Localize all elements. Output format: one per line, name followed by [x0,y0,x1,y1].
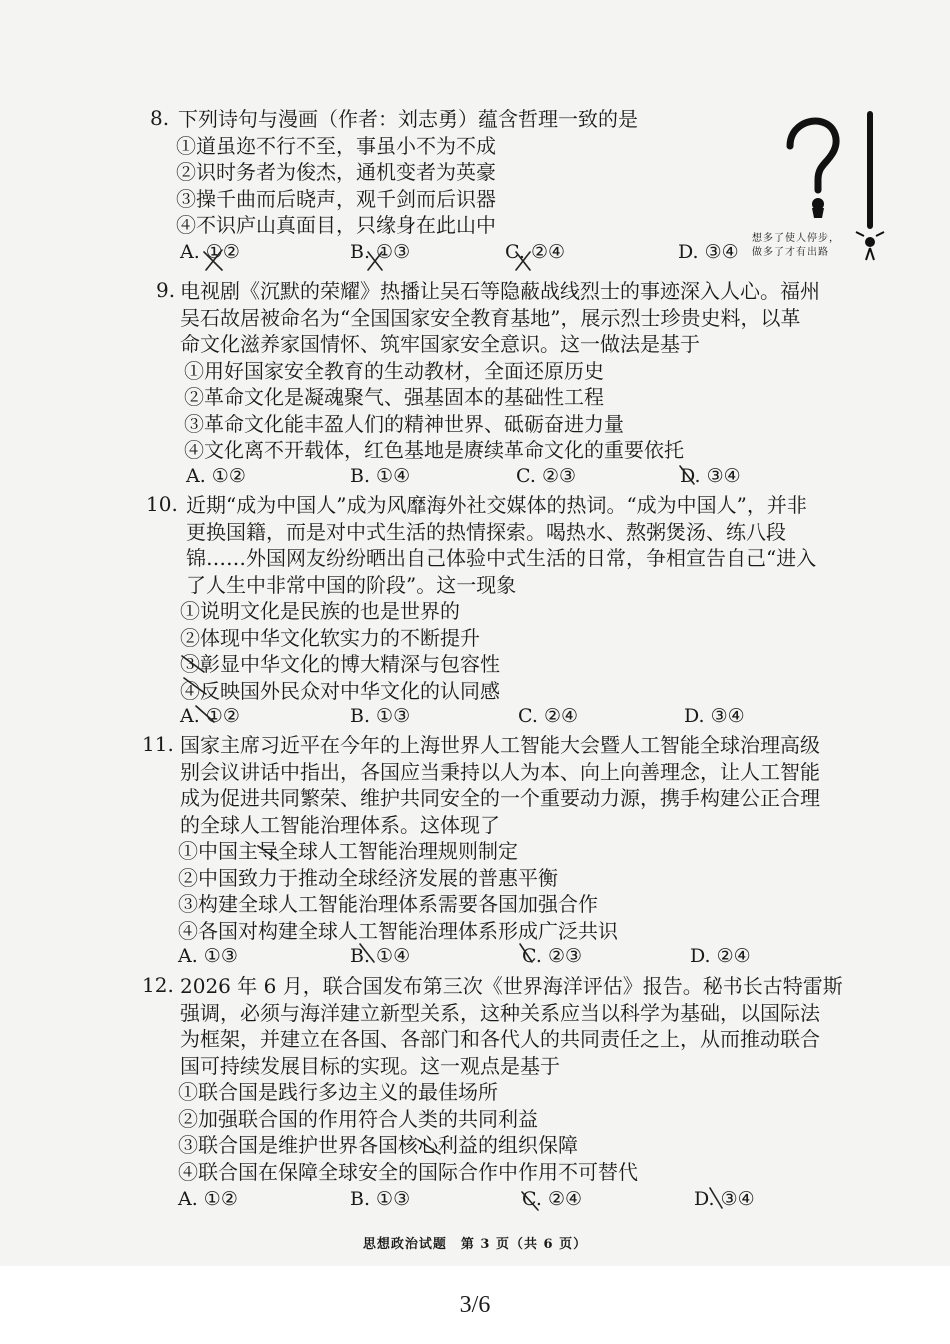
question-stem-line: 下列诗句与漫画（作者：刘志勇）蕴含哲理一致的是 [178,107,638,131]
question-stem-line: 锦……外国网友纷纷晒出自己体验中式生活的日常，争相宣告自己“进入 [186,546,817,570]
question-stem-line: 国可持续发展目标的实现。这一观点是基于 [180,1053,560,1078]
question-stem-line: 电视剧《沉默的荣耀》热播让吴石等隐蔽战线烈士的事迹深入人心。福州 [180,279,820,303]
statement-1: ①联合国是践行多边主义的最佳场所 [178,1080,498,1104]
question-mark-icon [790,121,836,190]
choice-a[interactable]: A. ①② [180,705,240,727]
choice-a[interactable]: A. ①② [186,464,246,487]
choice-b[interactable]: B. ①④ [350,945,411,967]
choice-d[interactable]: D. ③④ [680,464,741,487]
statement-3: ③革命文化能丰盈人们的精神世界、砥砺奋进力量 [184,411,624,436]
page-footer: 思想政治试题 第 3 页（共 6 页） [362,1237,588,1252]
question-number: 8. [150,106,170,130]
statement-1: ①用好国家安全教育的生动教材，全面还原历史 [184,358,604,383]
question-9 [150,278,865,492]
choice-c[interactable]: C. ②③ [522,945,583,967]
choice-a[interactable]: A. ①③ [178,945,238,967]
statement-2: ②革命文化是凝魂聚气、强基固本的基础性工程 [184,385,604,409]
answer-choices [150,945,865,972]
statement-4: ④反映国外民众对中华文化的认同感 [180,678,500,703]
question-stem-line: 吴石故居被命名为“全国国家安全教育基地”，展示烈士珍贵史料，以革 [180,305,801,330]
statement-2: ②加强联合国的作用符合人类的共同利益 [178,1106,538,1131]
question-stem-line: 命文化滋养家国情怀、筑牢国家安全意识。这一做法是基于 [180,332,700,356]
choice-c[interactable]: C. ②④ [522,1188,583,1210]
caption-line-2: 做多了才有出路 [752,247,829,258]
choice-a[interactable]: A. ①② [180,240,240,263]
question-stem-line: 近期“成为中国人”成为风靡海外社交媒体的热词。“成为中国人”，并非 [186,493,807,517]
statement-4: ④联合国在保障全球安全的国际合作中作用不可替代 [178,1159,638,1184]
question-12 [142,973,865,1215]
question-stem-line: 的全球人工智能治理体系。这体现了 [180,812,500,837]
question-number: 12. [142,973,174,997]
statement-2: ②体现中华文化软实力的不断提升 [180,625,480,650]
choice-c[interactable]: C. ②④ [505,240,566,263]
choice-d[interactable]: D. ③④ [694,1188,755,1210]
choice-a[interactable]: A. ①② [178,1188,238,1210]
question-11 [142,732,865,972]
question-stem-line: 更换国籍，而是对中式生活的热情探索。喝热水、熬粥煲汤、练八段 [186,519,786,544]
statement-1: ①道虽迩不行不至，事虽小不为不成 [176,133,496,158]
statement-3: ③操千曲而后晓声，观千剑而后识器 [176,186,496,211]
exclamation-dot-icon [865,237,875,247]
answer-choices [150,465,865,492]
choice-d[interactable]: D. ②④ [690,945,751,967]
statement-2: ②识时务者为俊杰，通机变者为英豪 [176,160,496,184]
statement-1: ①中国主导全球人工智能治理规则制定 [178,839,518,863]
question-stem-line: 成为促进共同繁荣、维护共同安全的一个重要动力源，携手构建公正合理 [180,786,820,810]
question-stem-line: 强调，必须与海洋建立新型关系，这种关系应当以科学为基础，以国际法 [180,1000,820,1025]
cartoon-caption [752,232,840,260]
answer-choices [150,1188,865,1215]
question-stem-line: 别会议讲话中指出，各国应当秉持以人为本、向上向善理念，让人工智能 [180,759,820,784]
stopped-person-icon [812,208,824,218]
question-number: 10. [146,492,178,516]
question-number: 11. [142,732,174,756]
choice-d[interactable]: D. ③④ [684,705,745,727]
answer-choices [150,705,865,732]
choice-b[interactable]: B. ①④ [350,464,411,487]
question-number: 9. [156,278,176,302]
page-counter: 3/6 [459,1292,491,1318]
question-stem-line: 为框架，并建立在各国、各部门和各代人的共同责任之上，从而推动联合 [180,1027,820,1051]
statement-4: ④文化离不开载体，红色基地是赓续革命文化的重要依托 [184,438,684,462]
caption-line-1: 想多了使人停步， [752,233,840,244]
choice-b[interactable]: B. ①③ [350,1188,411,1210]
statement-1: ①说明文化是民族的也是世界的 [180,599,460,623]
choice-b[interactable]: B. ①③ [350,705,411,727]
statement-3: ③构建全球人工智能治理体系需要各国加强合作 [178,892,598,916]
statement-4: ④各国对构建全球人工智能治理体系形成广泛共识 [178,918,618,943]
statement-3: ③联合国是维护世界各国核心利益的组织保障 [178,1133,578,1157]
question-stem-line: 国家主席习近平在今年的上海世界人工智能大会暨人工智能全球治理高级 [180,733,820,757]
question-stem-line: 了人生中非常中国的阶段”。这一现象 [186,572,517,597]
choice-c[interactable]: C. ②③ [516,464,577,487]
statement-4: ④不识庐山真面目，只缘身在此山中 [176,213,496,237]
choice-c[interactable]: C. ②④ [518,705,579,727]
question-stem-line: 2026 年 6 月，联合国发布第三次《世界海洋评估》报告。秘书长古特雷斯 [180,974,843,998]
statement-3: ③彰显中华文化的博大精深与包容性 [180,652,500,676]
choice-b[interactable]: B. ①③ [350,240,411,263]
statement-2: ②中国致力于推动全球经济发展的普惠平衡 [178,865,558,890]
choice-d[interactable]: D. ③④ [678,240,739,263]
question-10 [146,492,865,732]
